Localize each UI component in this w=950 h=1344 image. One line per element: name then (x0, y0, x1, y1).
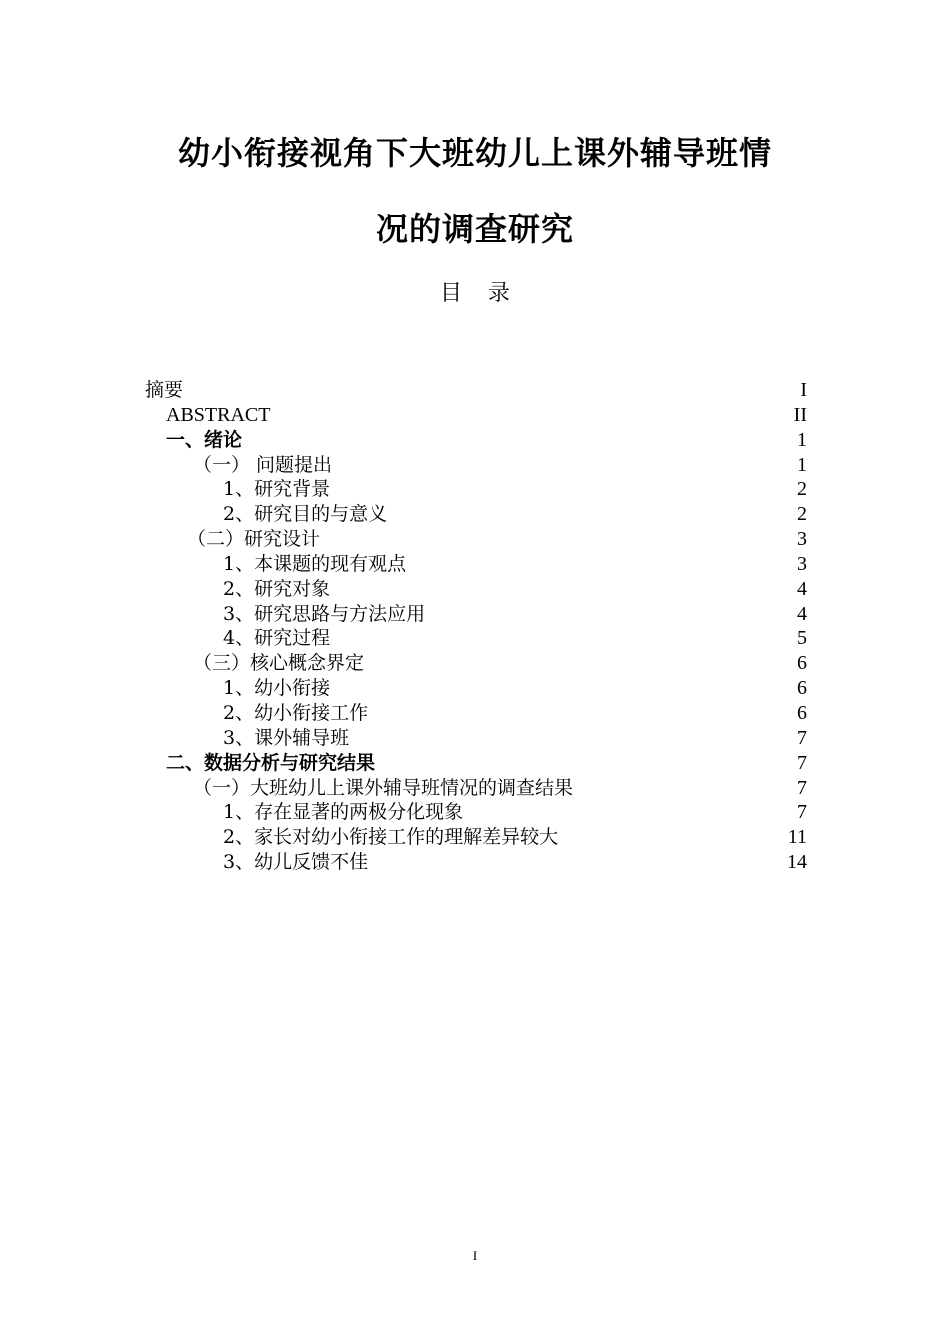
toc-entry-label: 3、课外辅导班 (223, 726, 350, 749)
toc-entry[interactable] (145, 626, 807, 651)
table-of-contents (145, 378, 807, 875)
toc-entry-label: （三）核心概念界定 (193, 652, 365, 675)
toc-entry[interactable] (145, 477, 807, 502)
toc-heading: 目录 (439, 281, 536, 306)
toc-entry-page-number: 6 (797, 652, 807, 675)
toc-entry[interactable] (145, 577, 807, 602)
toc-entry-page-number: 11 (787, 826, 807, 849)
toc-entry[interactable] (145, 403, 807, 428)
toc-entry[interactable] (145, 751, 807, 776)
toc-entry-label: 1、幼小衔接 (223, 677, 331, 700)
toc-entry-label: 2、研究对象 (223, 577, 331, 600)
toc-entry-page-number: 1 (797, 453, 807, 476)
toc-entry-label: 3、研究思路与方法应用 (223, 602, 426, 625)
toc-entry-page-number: 2 (797, 503, 807, 526)
toc-entry-label: 4、研究过程 (223, 627, 331, 650)
toc-entry[interactable] (145, 602, 807, 627)
document-title-line2: 况的调查研究 (375, 210, 574, 248)
toc-entry-page-number: 1 (797, 428, 807, 451)
toc-entry[interactable] (145, 552, 807, 577)
toc-entry[interactable] (145, 502, 807, 527)
toc-entry[interactable] (145, 428, 807, 453)
toc-entry-label: 1、存在显著的两极分化现象 (223, 801, 464, 824)
toc-entry-label: 二、数据分析与研究结果 (166, 751, 376, 774)
toc-entry-label: 2、家长对幼小衔接工作的理解差异较大 (223, 826, 559, 849)
toc-entry-page-number: 3 (797, 552, 807, 575)
toc-entry-label: 一、绪论 (166, 428, 243, 451)
toc-entry[interactable] (145, 378, 807, 403)
toc-entry-page-number: 7 (797, 751, 807, 774)
toc-entry-page-number: II (793, 403, 807, 426)
toc-entry-page-number: 6 (797, 677, 807, 700)
toc-entry-page-number: 4 (797, 577, 807, 600)
toc-entry[interactable] (145, 453, 807, 478)
toc-entry-label: （二）研究设计 (187, 528, 321, 551)
toc-entry[interactable] (145, 651, 807, 676)
toc-entry[interactable] (145, 850, 807, 875)
toc-entry-page-number: 6 (797, 701, 807, 724)
toc-entry[interactable] (145, 527, 807, 552)
toc-entry-label: 1、研究背景 (223, 478, 331, 501)
toc-entry-label: （一）大班幼儿上课外辅导班情况的调查结果 (193, 776, 574, 799)
toc-entry-page-number: I (800, 379, 807, 401)
toc-entry-label: （一） 问题提出 (193, 453, 333, 476)
toc-entry-label: 2、幼小衔接工作 (223, 701, 369, 724)
toc-entry-label: 1、本课题的现有观点 (223, 552, 407, 575)
toc-entry-page-number: 7 (797, 801, 807, 824)
toc-entry-page-number: 14 (787, 851, 807, 874)
toc-entry[interactable] (145, 776, 807, 801)
toc-entry[interactable] (145, 726, 807, 751)
toc-entry-label: 3、幼儿反馈不佳 (223, 851, 369, 874)
toc-entry-label: ABSTRACT (166, 403, 271, 426)
document-title-line1: 幼小衔接视角下大班幼儿上课外辅导班情 (177, 134, 772, 172)
footer-page-number: I (472, 1248, 478, 1263)
toc-entry-page-number: 4 (797, 602, 807, 625)
toc-entry[interactable] (145, 676, 807, 701)
toc-entry-label: 摘要 (145, 379, 184, 401)
toc-entry[interactable] (145, 701, 807, 726)
toc-entry-page-number: 5 (797, 627, 807, 650)
toc-entry[interactable] (145, 825, 807, 850)
toc-entry-page-number: 2 (797, 478, 807, 501)
toc-entry-page-number: 7 (797, 776, 807, 799)
toc-entry-label: 2、研究目的与意义 (223, 503, 388, 526)
toc-entry-page-number: 7 (797, 726, 807, 749)
toc-entry-page-number: 3 (797, 528, 807, 551)
toc-entry[interactable] (145, 800, 807, 825)
